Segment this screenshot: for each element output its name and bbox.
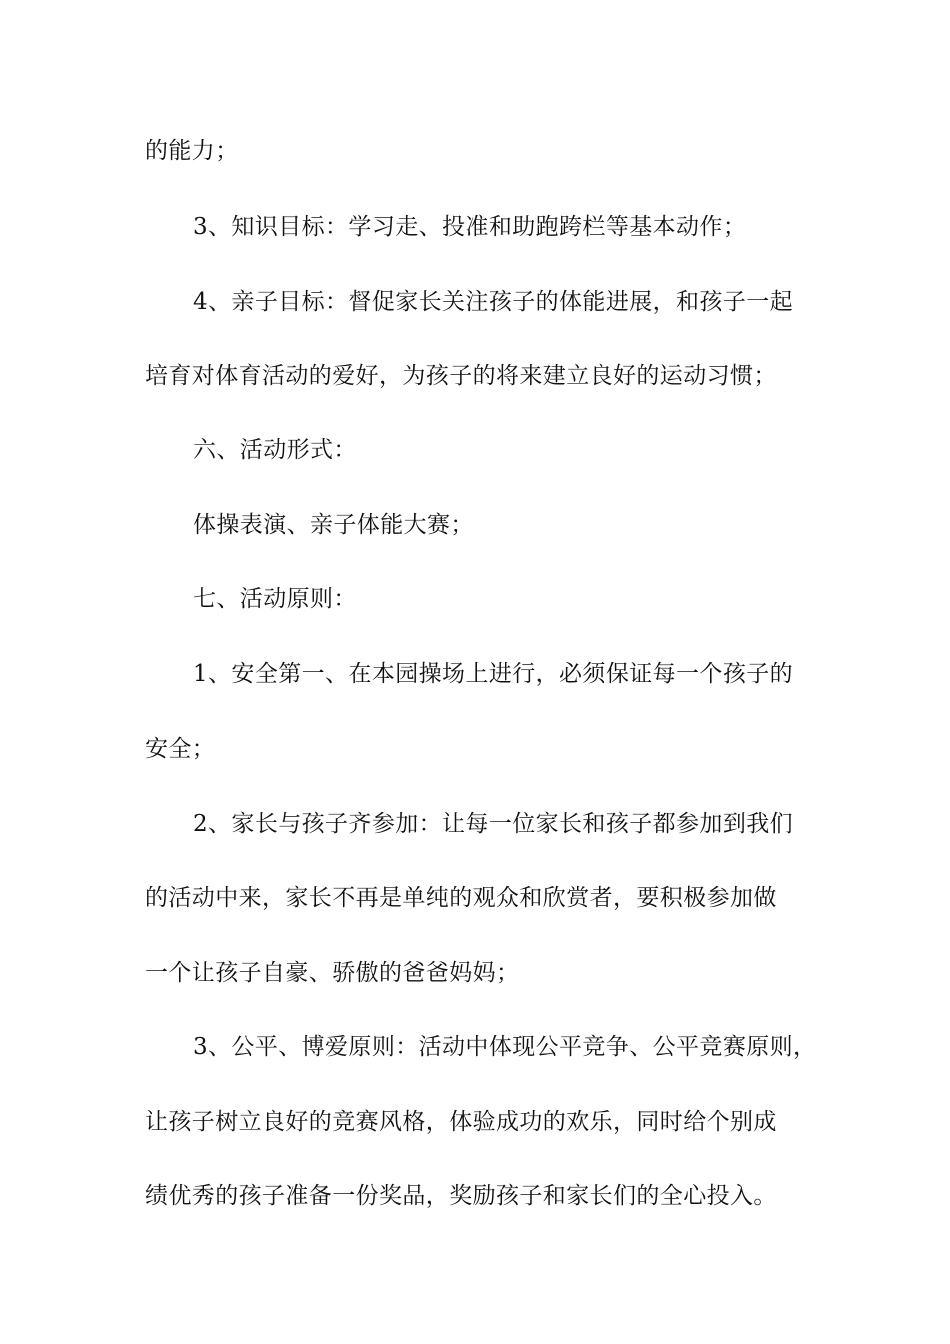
- text-line: 六、活动形式：: [193, 437, 357, 463]
- text-line: 七、活动原则：: [193, 586, 357, 612]
- text-line: 让孩子树立良好的竞赛风格，体验成功的欢乐，同时给个别成: [145, 1109, 777, 1135]
- text-line: 绩优秀的孩子准备一份奖品，奖励孩子和家长们的全心投入。: [145, 1183, 777, 1209]
- text-line: 体操表演、亲子体能大赛；: [193, 512, 474, 538]
- text-line: 3、公平、博爱原则：活动中体现公平竞争、公平竞赛原则，: [193, 1034, 817, 1060]
- text-line: 2、家长与孩子齐参加：让每一位家长和孩子都参加到我们: [193, 811, 794, 837]
- text-line: 一个让孩子自豪、骄傲的爸爸妈妈；: [145, 960, 520, 986]
- text-line: 的能力；: [145, 138, 239, 164]
- text-line: 1、安全第一、在本园操场上进行，必须保证每一个孩子的: [193, 661, 794, 687]
- text-line: 培育对体育活动的爱好，为孩子的将来建立良好的运动习惯；: [145, 363, 777, 389]
- text-line: 4、亲子目标：督促家长关注孩子的体能进展，和孩子一起: [193, 289, 794, 315]
- text-line: 3、知识目标：学习走、投准和助跑跨栏等基本动作；: [193, 214, 747, 240]
- text-line: 安全；: [145, 736, 216, 762]
- text-line: 的活动中来，家长不再是单纯的观众和欣赏者，要积极参加做: [145, 885, 777, 911]
